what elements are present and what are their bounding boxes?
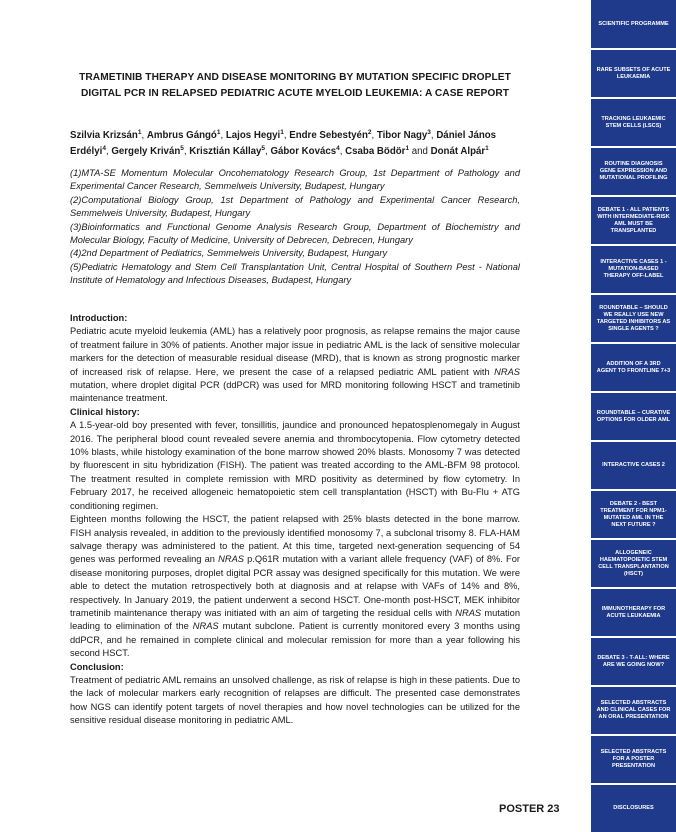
nav-oral-abstracts[interactable]: SELECTED ABSTRACTS AND CLINICAL CASES FOR AN ORAL PRESENTATION bbox=[591, 687, 676, 734]
nav-scientific-programme[interactable]: SCIENTIFIC PROGRAMME bbox=[591, 0, 676, 48]
author: Gábor Kovács$^4$, bbox=[270, 144, 346, 157]
author: Dániel János Erdélyi$^4$, bbox=[70, 130, 497, 157]
nav-allogeneic-hsct[interactable]: ALLOGENEIC HAEMATOPOIETIC STEM CELL TRANSPLANTATION (HSCT) bbox=[591, 540, 676, 587]
clinical-history-paragraph-2: Eighteen months following the HSCT, the patient relapsed with 25% blasts detected in the bone marrow. FISH analysis revealed, in addition to the previously identified monosomy 7, a subclonal trisomy 8. FLA-HAM salvage therapy was administered to the patient. At this time, targeted next-generation sequencing of 54 genes was performed revealing an NRAS p.Q61R mutation with a variant allele frequency (VAF) of 8%. For disease monitoring purposes, droplet digital PCR assay was designed specifically for this mutation. We were able to detect the mutation retrospectively both at diagnosis and at relapse with VAFs of 14% and 8%, respectively. In January 2019, the patient underwent a second HSCT. One-month post-HSCT, MEK inhibitor trametinib maintenance therapy was initiated with an aim of targeting the residual cells with NRAS mutation leading to elimination of the NRAS mutant subclone. Patient is currently monitored every 3 months using ddPCR, and he remained in complete clinical and molecular remission for more than a year following his second HSCT. bbox=[70, 514, 521, 659]
nav-debate-1[interactable]: DEBATE 1 - ALL PATIENTS WITH INTERMEDIATE-RISK AML MUST BE TRANSPLANTED bbox=[591, 197, 676, 244]
nav-disclosures[interactable]: DISCLOSURES bbox=[591, 785, 676, 832]
nav-routine-diagnosis[interactable]: ROUTINE DIAGNOSIS GENE EXPRESSION AND MUTATIONAL PROFILING bbox=[591, 148, 676, 195]
conclusion-text: Treatment of pediatric AML remains an unsolved challenge, as risk of relapse is high in these patients. Due to the lack of molecular markers early recognition of relapses are difficult. The presented case demonstrates how NGS can identify potent targets of novel therapies and how novel technologies can be utilized for the sensitive residual disease monitoring in pediatric AML. bbox=[70, 674, 520, 726]
affiliation: (3)Bioinformatics and Functional Genome Analysis Research Group, Department of Biochemistry and Molecular Biology, Faculty of Medicine, University of Debrecen, Debrecen, Hungary bbox=[70, 221, 520, 246]
nav-debate-3[interactable]: DEBATE 3 - T-ALL: WHERE ARE WE GOING NOW? bbox=[591, 638, 676, 685]
author: Tibor Nagy$^3$, bbox=[376, 128, 437, 141]
nav-poster-abstracts[interactable]: SELECTED ABSTRACTS FOR A POSTER PRESENTATION bbox=[591, 736, 676, 783]
section-heading-clinical-history: Clinical history: bbox=[70, 406, 140, 417]
nav-immunotherapy[interactable]: IMMUNOTHERAPY FOR ACUTE LEUKAEMIA bbox=[591, 589, 676, 636]
affiliation: (2)Computational Biology Group, 1st Department of Pathology and Experimental Cancer Research, Semmelweis University, Budapest, Hungary bbox=[70, 194, 520, 219]
author-list bbox=[70, 128, 520, 159]
clinical-history-paragraph-1: A 1.5-year-old boy presented with fever, tonsillitis, jaundice and pronounced hepatosplenomegaly in August 2016. The peripheral blood count revealed severe anemia and thrombocytopenia. Flow cytometry detected 10% blasts, while histology examination of the bone marrow showed 20% blasts. Monosomy 7 was detected by fluorescent in situ hybridization (FISH). The patient was treated according to the AML-BFM 98 protocol. The treatment resulted in complete remission with MRD positivity as determined by flow cytometry. In February 2017, he received allogeneic hematopoietic stem cell transplantation (HSCT) with Bu-Flu + ATG conditioning regimen. bbox=[70, 420, 520, 511]
author: Szilvia Krizsán$^1$, bbox=[70, 128, 147, 141]
nav-roundtable-older-aml[interactable]: ROUNDTABLE – CURATIVE OPTIONS FOR OLDER AML bbox=[591, 393, 676, 440]
author: Krisztián Kállay$^5$, bbox=[189, 144, 271, 157]
sidebar-nav bbox=[591, 0, 676, 832]
nav-third-agent[interactable]: ADDITION OF A 3RD AGENT TO FRONTLINE 7+3 bbox=[591, 344, 676, 391]
author: Lajos Hegyi$^1$, bbox=[225, 128, 290, 141]
abstract-body bbox=[70, 312, 520, 728]
author: Endre Sebestyén$^2$, bbox=[289, 128, 377, 141]
affiliation: (1)MTA-SE Momentum Molecular Oncohematology Research Group, 1st Department of Pathology and Experimental Cancer Research, Semmelweis University, Budapest, Hungary bbox=[70, 168, 520, 192]
introduction-text: Pediatric acute myeloid leukemia (AML) has a relatively poor prognosis, as relapse remains the major cause of treatment failure in 30% of patients. Another major issue in pediatric AML is the lack of sensitive molecular markers for the detection of measurable residual disease (MRD), that is known as strong prognostic marker of increased risk of relapse. Here, we present the case of a relapsed pediatric AML patient with NRAS mutation, where droplet digital PCR (ddPCR) was used for MRD monitoring following HSCT and trametinib maintenance treatment. bbox=[70, 326, 520, 404]
author: Csaba Bödör$^1$ and bbox=[345, 144, 431, 157]
nav-roundtable-inhibitors[interactable]: ROUNDTABLE – SHOULD WE REALLY USE NEW TARGETED INHIBITORS AS SINGLE AGENTS ? bbox=[591, 295, 676, 342]
affiliation-list bbox=[70, 167, 520, 288]
nav-tracking-lscs[interactable]: TRACKING LEUKAEMIC STEM CELLS (LSCS) bbox=[591, 99, 676, 146]
section-heading-conclusion: Conclusion: bbox=[70, 661, 124, 672]
abstract-content bbox=[70, 0, 520, 832]
section-heading-introduction: Introduction: bbox=[70, 313, 128, 323]
author: Gergely Kriván$^5$, bbox=[111, 144, 190, 157]
author: Ambrus Gángó$^1$, bbox=[146, 128, 226, 141]
nav-rare-subsets[interactable]: RARE SUBSETS OF ACUTE LEUKAEMIA bbox=[591, 50, 676, 97]
affiliation: (5)Pediatric Hematology and Stem Cell Transplantation Unit, Central Hospital of Southern Pest - National Institute of Hematology and Infectious Diseases, Budapest, Hungary bbox=[70, 261, 520, 286]
nav-debate-2[interactable]: DEBATE 2 - BEST TREATMENT FOR NPM1-MUTATED AML IN THE NEXT FUTURE ? bbox=[591, 491, 676, 538]
nav-interactive-cases-2[interactable]: INTERACTIVE CASES 2 bbox=[591, 442, 676, 489]
poster-number: POSTER 23 bbox=[499, 803, 560, 815]
abstract-title: TRAMETINIB THERAPY AND DISEASE MONITORING BY MUTATION SPECIFIC DROPLET DIGITAL PCR IN RELAPSED PEDIATRIC ACUTE MYELOID LEUKEMIA: A CASE REPORT bbox=[79, 72, 511, 99]
author: Donát Alpár$^1$ bbox=[430, 144, 489, 157]
affiliation: (4)2nd Department of Pediatrics, Semmelweis University, Budapest, Hungary bbox=[70, 248, 388, 259]
nav-interactive-cases-1[interactable]: INTERACTIVE CASES 1 - MUTATION-BASED THERAPY OFF-LABEL bbox=[591, 246, 676, 293]
